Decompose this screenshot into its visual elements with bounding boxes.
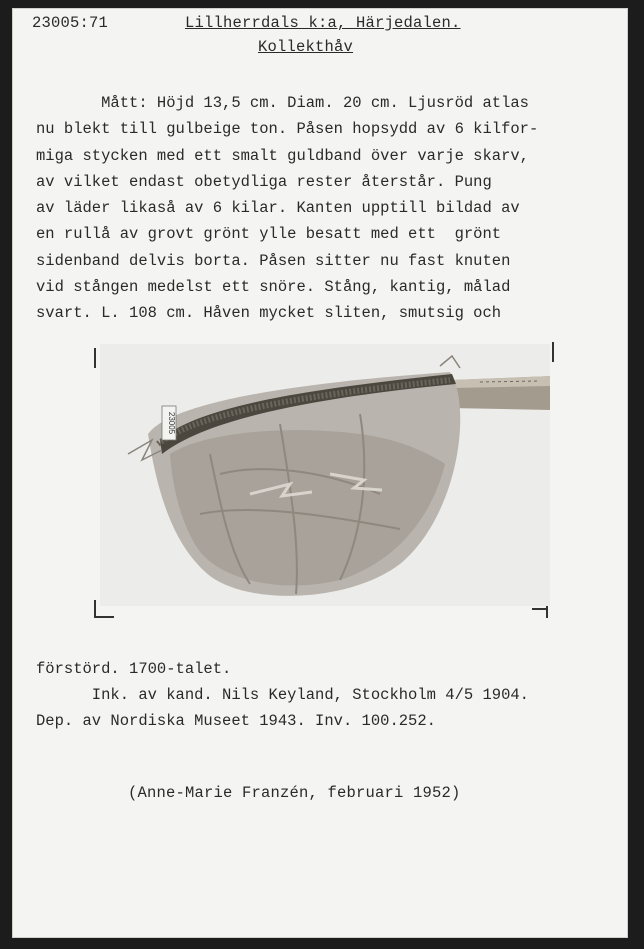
description-line: Mått: Höjd 13,5 cm. Diam. 20 cm. Ljusröd atlas [36,94,529,112]
continuation-line: Dep. av Nordiska Museet 1943. Inv. 100.252. [36,712,436,730]
object-type-heading: Kollekthåv [258,38,354,56]
crop-mark [96,616,114,618]
tag-number: 23005 [167,411,176,435]
description-line: miga stycken med ett smalt guldband över varje skarv, [36,146,529,165]
author-signature: (Anne-Marie Franzén, februari 1952) [128,784,461,802]
description-line: svart. L. 108 cm. Håven mycket sliten, smutsig och [36,304,502,323]
description-line: sidenband delvis borta. Påsen sitter nu fast knuten [36,251,511,270]
object-photo-frame [92,338,558,622]
description-line: nu blekt till gulbeige ton. Påsen hopsydd av 6 kilfor- [36,120,539,139]
location-heading: Lillherrdals k:a, Härjedalen. [185,14,461,32]
pole-image [450,376,550,410]
object-photo [100,344,550,606]
description-line: en rullå av grovt grönt ylle besatt med ett grönt [36,225,502,244]
collection-bag-illustration [100,344,550,606]
continuation-line: förstörd. 1700-talet. [36,660,232,678]
crop-mark [94,348,96,368]
crop-mark [552,342,554,362]
catalog-card [12,8,628,938]
inventory-number: 23005:71 [32,14,109,32]
description-line: vid stången medelst ett snöre. Stång, kantig, målad [36,278,511,297]
description-line: av läder likaså av 6 kilar. Kanten upptill bildad av [36,199,520,218]
continuation-line: Ink. av kand. Nils Keyland, Stockholm 4/5 1904. [36,686,529,704]
continuation-paragraph [36,656,529,734]
bag-image [128,356,460,596]
description-paragraph [36,90,626,327]
description-line: av vilket endast obetydliga rester återstår. Pung [36,172,492,191]
inventory-tag [162,406,176,440]
crop-mark [532,608,548,610]
